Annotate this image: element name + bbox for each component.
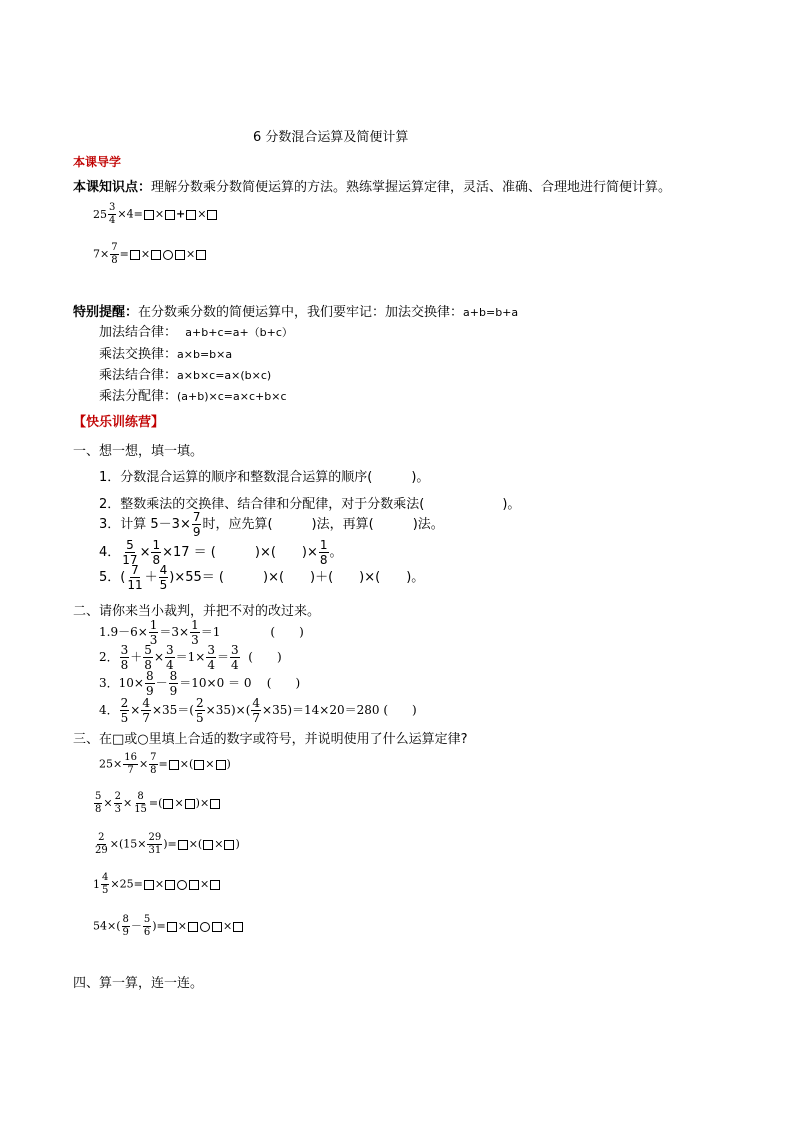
denominator: 3 (149, 633, 158, 647)
q-text: 4． (99, 703, 119, 717)
denominator: 8 (120, 658, 129, 672)
blank-circle-icon[interactable] (177, 880, 187, 890)
fraction (94, 833, 109, 856)
fill-row-1: 25× $\frac{16}{7}$ × $\frac{7}{8}$ = ×( × ) (99, 752, 231, 776)
blank-box-icon[interactable] (210, 799, 220, 809)
q-text: ×35)＝14×20＝280 ( ) (262, 703, 417, 717)
q-text: ＝1 (200, 625, 221, 639)
fill-row-5: 54×( $\frac{8}{9}$ － $\frac{5}{6}$ )= × × (93, 915, 244, 938)
denominator: 5 (196, 711, 204, 725)
denominator: 4 (166, 658, 174, 672)
fraction (114, 792, 122, 815)
numerator: 2 (98, 832, 105, 843)
fraction (165, 644, 175, 671)
blank-box-icon[interactable] (165, 210, 175, 220)
blank-box-icon[interactable] (186, 210, 196, 220)
section3-heading: 三、在□或○里填上合适的数字或符号，并说明使用了什么运算定律? (73, 732, 468, 747)
numerator: 5 (95, 791, 102, 802)
judge-1 (99, 619, 304, 646)
mixed-number (93, 203, 117, 226)
blank-circle-icon[interactable] (200, 922, 210, 932)
denominator: 8 (95, 804, 102, 815)
section2-heading: 二、请你来当小裁判，并把不对的改过来。 (73, 604, 321, 619)
fraction (169, 670, 179, 697)
q-text: ×35＝( (151, 703, 194, 717)
numerator: 8 (145, 669, 154, 683)
blank-box-icon[interactable] (169, 760, 179, 770)
q-text: 4． (99, 545, 121, 560)
blank-box-icon[interactable] (185, 799, 195, 809)
denominator: 8 (150, 765, 157, 776)
numerator: 1 (319, 538, 328, 552)
tips-label: 特别提醒： (73, 305, 139, 320)
mixed-number (93, 873, 110, 896)
numerator: 8 (122, 914, 129, 925)
q-text: ×35)×( (205, 703, 251, 717)
q-text: 。 (329, 545, 343, 560)
blank-box-icon[interactable] (144, 210, 154, 220)
numerator: 8 (137, 791, 144, 802)
blank-circle-icon[interactable] (163, 250, 173, 260)
blank-box-icon[interactable] (196, 250, 206, 260)
numerator: 1 (149, 618, 158, 632)
blank-box-icon[interactable] (189, 880, 199, 890)
fraction (110, 243, 118, 266)
fill-row-4: 1 $\frac{4}{5}$ ×25= × × (93, 873, 221, 896)
q-text: 54×( (93, 919, 121, 933)
judge-4 (99, 697, 417, 724)
knowledge-label: 本课知识点： (73, 180, 152, 195)
q-text: × (138, 757, 149, 771)
law-label: 乘法结合律： (99, 368, 178, 383)
denominator: 5 (120, 711, 129, 725)
law-formula: a×b=b×a (177, 348, 233, 361)
denominator: 8 (111, 255, 118, 266)
q-text: 3．10× (99, 676, 144, 690)
denominator: 4 (231, 658, 239, 672)
add-comm-formula: a+b=b+a (463, 306, 519, 319)
denominator: 9 (122, 927, 129, 938)
numerator: 4 (252, 696, 261, 710)
denominator: 7 (127, 765, 134, 776)
fraction (141, 697, 151, 724)
denominator: 3 (191, 633, 199, 647)
blank-box-icon[interactable] (233, 922, 243, 932)
numerator: 3 (166, 643, 174, 657)
numerator: 29 (148, 832, 162, 843)
blank-box-icon[interactable] (210, 880, 220, 890)
denominator: 6 (143, 927, 151, 938)
fraction (151, 539, 161, 566)
denominator: 15 (134, 804, 147, 815)
law-formula: (a+b)×c=a×c+b×c (177, 390, 287, 403)
knowledge-text: 理解分数乘分数简便运算的方法。熟练掌握运算定律，灵活、准确、合理地进行简便计算。 (151, 180, 672, 195)
fraction (195, 697, 205, 724)
question-2: 2．整数乘法的交换律、结合律和分配律，对于分数乘法( )。 (99, 497, 521, 512)
numerator: 4 (142, 696, 150, 710)
fill-row-2: $\frac{5}{8}$ × $\frac{2}{3}$ × $\frac{8}{15}$ =( × )× (93, 792, 221, 815)
denominator: 9 (169, 684, 178, 698)
q-text: 1.9－6× (99, 625, 148, 639)
fraction (122, 915, 130, 938)
fraction (121, 539, 138, 566)
q-text: = (148, 796, 159, 810)
q-text: )= (152, 919, 166, 933)
denominator: 4 (109, 215, 116, 226)
example-2: 7× $\frac{7}{8}$ = × × (93, 243, 207, 266)
judge-answer-paren[interactable]: ( ) (266, 676, 301, 690)
question-3 (99, 511, 444, 538)
judge-3 (99, 670, 300, 697)
numerator: 2 (196, 696, 204, 710)
q-text: ×17 ＝ ( )×( )× (162, 545, 318, 560)
denominator: 31 (148, 845, 162, 856)
fraction (149, 753, 157, 776)
expression-text: = (119, 247, 129, 261)
denominator: 7 (252, 711, 261, 725)
add-assoc-line (99, 321, 293, 340)
q-text: )= (163, 837, 177, 851)
blank-box-icon[interactable] (212, 922, 222, 932)
blank-box-icon[interactable] (163, 799, 173, 809)
law-label: 加法结合律： (99, 325, 178, 340)
q-text: × (130, 703, 141, 717)
fraction (143, 915, 151, 938)
fill-row-3: $\frac{2}{29}$ ×(15× $\frac{29}{31}$ )= ×( × ) (95, 832, 240, 856)
denominator: 8 (144, 658, 152, 672)
law-formula: a×b×c=a×(b×c) (177, 369, 272, 382)
blank-box-icon[interactable] (216, 760, 226, 770)
knowledge-line (73, 176, 671, 195)
numerator: 3 (207, 643, 215, 657)
blank-box-icon[interactable] (175, 250, 185, 260)
numerator: 4 (102, 872, 109, 883)
q-text: ＝10×0 ＝ 0 (179, 676, 252, 690)
q-text: ＋ (144, 570, 158, 585)
q-text: = (158, 757, 168, 771)
denominator: 5 (159, 578, 168, 592)
numerator: 2 (114, 791, 121, 802)
numerator: 1 (152, 538, 161, 552)
q-text: 25× (99, 757, 123, 771)
q-text: 5．( (99, 570, 126, 585)
blank-box-icon[interactable] (151, 250, 161, 260)
numerator: 7 (111, 242, 118, 253)
denominator: 29 (95, 845, 108, 856)
q-text: ＋ (130, 650, 143, 664)
mul-assoc-line (99, 364, 271, 383)
blank-box-icon[interactable] (130, 250, 140, 260)
tips-line (73, 301, 518, 320)
q-text: × (103, 796, 113, 810)
law-label: 乘法分配律： (99, 389, 178, 404)
numerator: 4 (159, 563, 168, 577)
fraction (230, 644, 240, 671)
fraction (251, 697, 261, 724)
fraction (145, 670, 155, 697)
camp-heading: 【快乐训练营】 (73, 415, 165, 430)
judge-answer-paren[interactable]: ( ) (248, 650, 282, 664)
tips-text: 在分数乘分数的简便运算中，我们要牢记：加法交换律： (138, 305, 464, 320)
fraction (190, 619, 200, 646)
denominator: 5 (102, 885, 109, 896)
law-formula: a+b+c=a+（b+c） (185, 326, 293, 339)
fraction (94, 792, 102, 815)
question-5 (99, 564, 424, 591)
fraction (147, 833, 162, 856)
q-text: 时，应先算( )法，再算( )法。 (202, 517, 444, 532)
expression-text: 7× (93, 247, 110, 261)
q-text: ＝3× (159, 625, 190, 639)
page-title: 6 分数混合运算及简便计算 (253, 130, 409, 145)
expression-text: ×4= (117, 207, 143, 221)
blank-box-icon[interactable] (207, 210, 217, 220)
q-text: × (139, 545, 151, 560)
fraction (123, 753, 138, 776)
fraction (133, 792, 148, 815)
blank-box-icon[interactable] (167, 922, 177, 932)
numerator: 7 (192, 510, 201, 524)
numerator: 1 (191, 618, 199, 632)
q-text: － (130, 919, 142, 933)
denominator: 8 (319, 553, 328, 567)
blank-box-icon[interactable] (203, 840, 213, 850)
denominator: 17 (122, 553, 138, 567)
q-text: ×(15× (109, 837, 147, 851)
q-text: ＝ (216, 650, 229, 664)
example-1: 25 $\frac{3}{4}$ ×4= × + × (93, 203, 218, 226)
fraction (206, 644, 216, 671)
q-text: 2． (99, 650, 119, 664)
q-text: × (153, 650, 164, 664)
mul-comm-line (99, 343, 232, 362)
numerator: 16 (124, 752, 137, 763)
blank-box-icon[interactable] (224, 840, 234, 850)
blank-box-icon[interactable] (178, 840, 188, 850)
question-4 (99, 539, 343, 566)
denominator: 11 (127, 578, 143, 592)
fraction (319, 539, 329, 566)
fraction (101, 873, 109, 896)
denominator: 7 (142, 711, 150, 725)
distrib-line (99, 385, 287, 404)
fraction (192, 511, 202, 538)
q-text: ×25= (110, 877, 143, 891)
fraction (126, 564, 143, 591)
numerator: 3 (120, 643, 129, 657)
fraction (108, 203, 116, 226)
denominator: 9 (192, 525, 201, 539)
q-text: 3．计算 5－3× (99, 517, 191, 532)
numerator: 5 (144, 643, 152, 657)
numerator: 2 (120, 696, 129, 710)
numerator: 7 (150, 752, 157, 763)
fraction (159, 564, 169, 591)
blank-box-icon[interactable] (188, 922, 198, 932)
denominator: 3 (114, 804, 121, 815)
law-label: 乘法交换律： (99, 347, 178, 362)
q-text: ＝1× (175, 650, 206, 664)
guide-heading: 本课导学 (73, 155, 122, 169)
numerator: 7 (131, 563, 139, 577)
numerator: 3 (231, 643, 239, 657)
fraction (149, 619, 159, 646)
section1-heading: 一、想一想，填一填。 (73, 444, 204, 459)
whole-part: 1 (93, 878, 100, 891)
numerator: 5 (143, 914, 151, 925)
blank-box-icon[interactable] (144, 880, 154, 890)
fraction (120, 697, 130, 724)
question-1: 1．分数混合运算的顺序和整数混合运算的顺序( )。 (99, 470, 430, 485)
numerator: 8 (169, 669, 178, 683)
q-text: － (155, 676, 168, 690)
whole-part: 25 (93, 208, 107, 221)
denominator: 8 (152, 553, 161, 567)
blank-box-icon[interactable] (194, 760, 204, 770)
denominator: 9 (145, 684, 154, 698)
judge-answer-paren[interactable]: ( ) (270, 625, 304, 639)
q-text: )×55＝ ( )×( )＋( )×( )。 (169, 570, 425, 585)
numerator: 5 (126, 538, 134, 552)
denominator: 4 (207, 658, 215, 672)
section4-heading: 四、算一算，连一连。 (73, 976, 204, 991)
judge-2 (99, 644, 282, 671)
fraction (120, 644, 130, 671)
q-text: × (122, 796, 133, 810)
fraction (143, 644, 153, 671)
blank-box-icon[interactable] (165, 880, 175, 890)
numerator: 3 (109, 202, 116, 213)
